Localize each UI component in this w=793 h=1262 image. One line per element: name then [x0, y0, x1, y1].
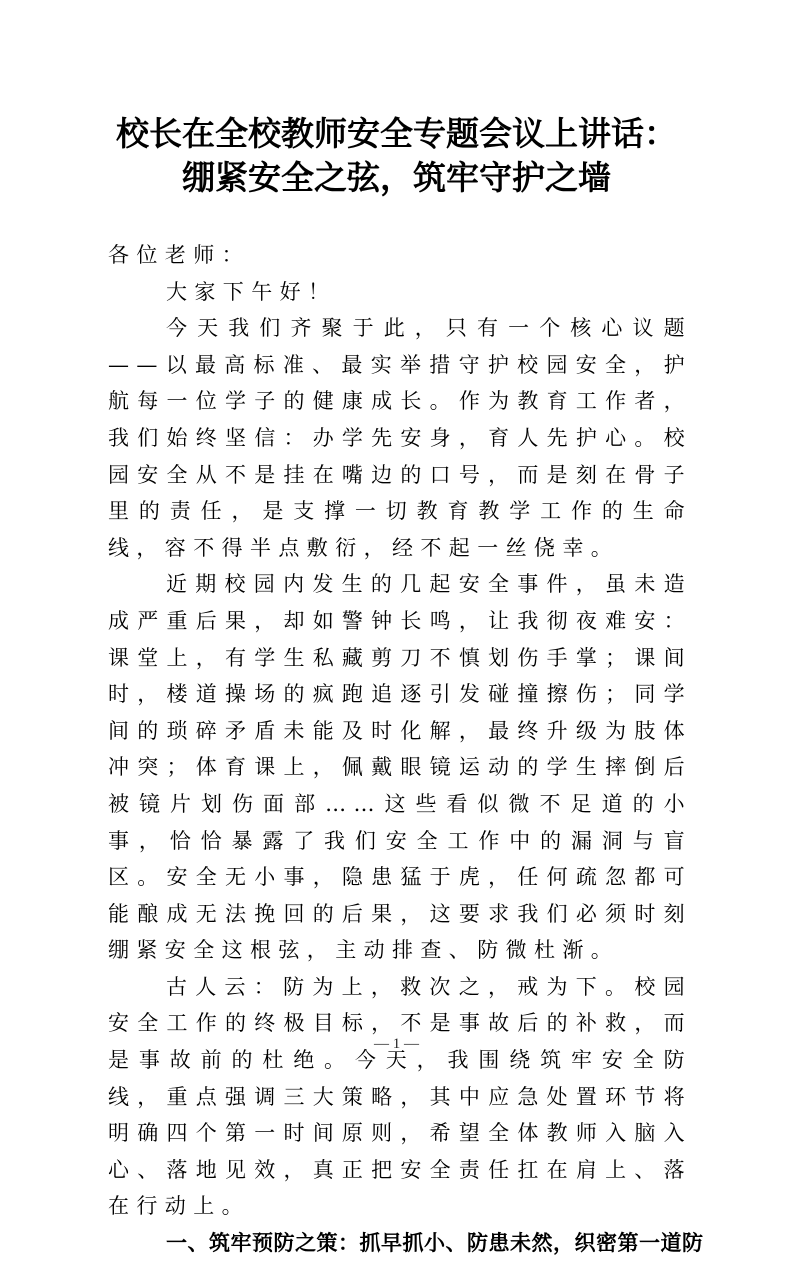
- paragraph-strategy: 古人云：防为上，救次之，戒为下。校园安全工作的终极目标，不是事故后的补救，而是事故前的杜绝。今天，我围绕筑牢安全防线，重点强调三大策略，其中应急处置环节将明确四个第一时间原则，希望全体教师入脑入心、落地见效，真正把安全责任扛在肩上、落在行动上。: [108, 974, 692, 1219]
- salutation: 各位老师：: [108, 243, 250, 267]
- document-body: [108, 237, 704, 1262]
- document-title: 校长在全校教师安全专题会议上讲话：绷紧安全之弦，筑牢守护之墙: [116, 114, 677, 197]
- paragraph-incidents: 近期校园内发生的几起安全事件，虽未造成严重后果，却如警钟长鸣，让我彻夜难安：课堂上，有学生私藏剪刀不慎划伤手掌；课间时，楼道操场的疯跑追逐引发碰撞擦伤；同学间的琐碎矛盾未能及时化解，最终升级为肢体冲突；体育课上，佩戴眼镜运动的学生摔倒后被镜片划伤面部……这些看似微不足道的小事，恰恰暴露了我们安全工作中的漏洞与盲区。安全无小事，隐患猛于虎，任何疏忽都可能酿成无法挽回的后果，这要求我们必须时刻绷紧安全这根弦，主动排查、防微杜渐。: [108, 572, 692, 963]
- page-number: — 1 —: [374, 1036, 419, 1052]
- greeting: 大家下午好！: [166, 279, 337, 304]
- section-heading-prevention: 一、筑牢预防之策：抓早抓小、防患未然，织密第一道防: [166, 1231, 704, 1256]
- paragraph-intro: 今天我们齐聚于此，只有一个核心议题——以最高标准、最实举措守护校园安全，护航每一位学子的健康成长。作为教育工作者，我们始终坚信：办学先安身，育人先护心。校园安全从不是挂在嘴边的口号，而是刻在骨子里的责任，是支撑一切教育教学工作的生命线，容不得半点敷衍，经不起一丝侥幸。: [108, 316, 692, 560]
